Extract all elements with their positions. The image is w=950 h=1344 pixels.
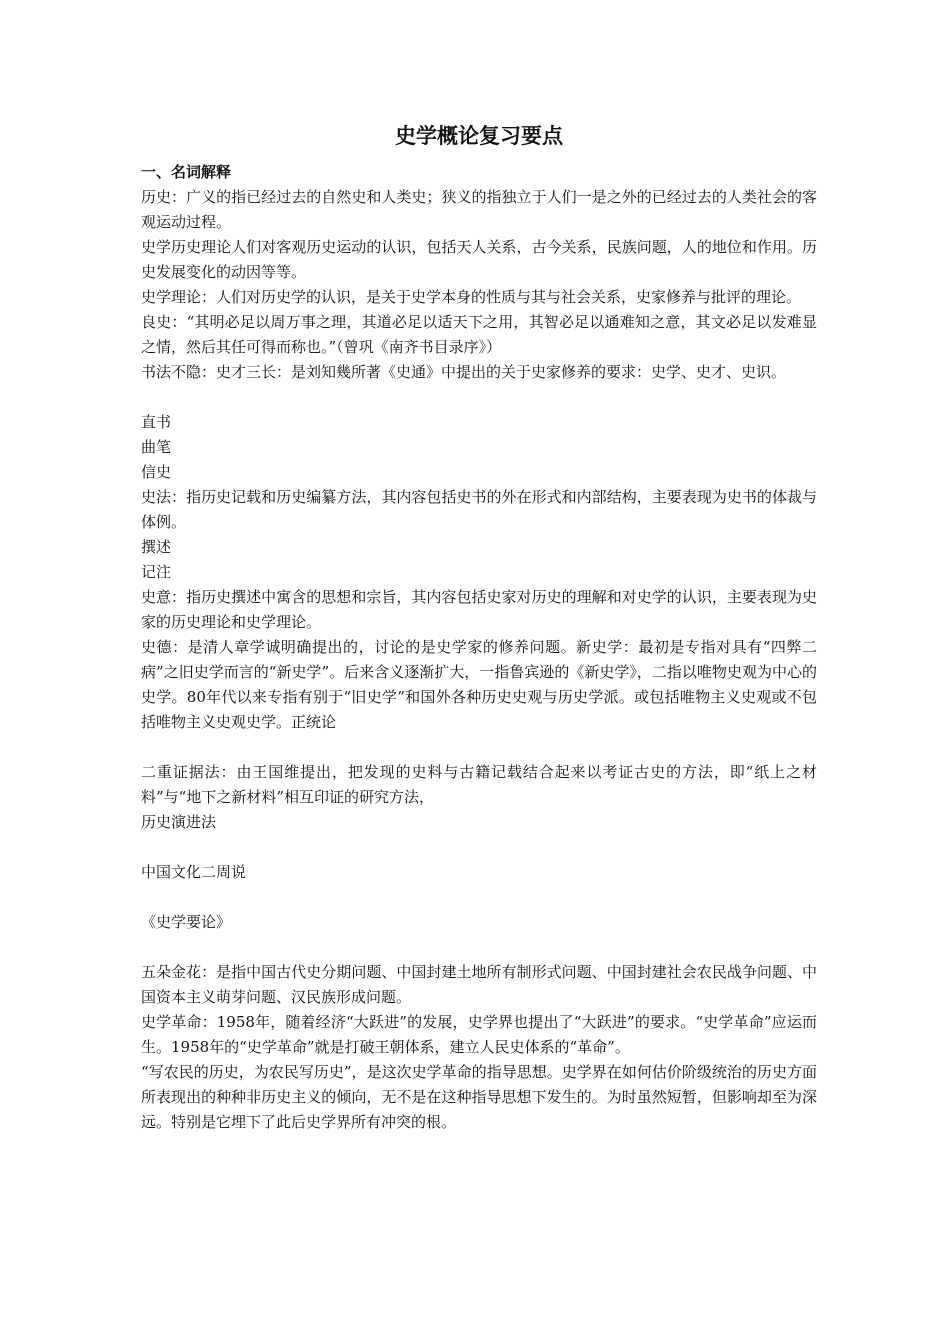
paragraph: 记注 bbox=[141, 563, 172, 581]
paragraph: 史学革命：1958年，随着经济“大跃进”的发展，史学界也提出了“大跃进”的要求。“史学革命”应运而生。1958年的“史学革命”就是打破王朝体系，建立人民史体系的“革命”。 bbox=[141, 1013, 817, 1056]
paragraph: “写农民的历史，为农民写历史”，是这次史学革命的指导思想。史学界在如何估价阶级统治的历史方面所表现出的种种非历史主义的倾向，无不是在这种指导思想下发生的。为时虽然短暂，但影响却至为深远。特别是它埋下了此后史学界所有冲突的根。 bbox=[141, 1063, 817, 1131]
paragraph: 史学历史理论人们对客观历史运动的认识，包括天人关系，古今关系，民族问题，人的地位和作用。历史发展变化的动因等等。 bbox=[141, 238, 817, 281]
paragraph: 史法：指历史记载和历史编纂方法，其内容包括史书的外在形式和内部结构，主要表现为史书的体裁与体例。 bbox=[141, 488, 817, 531]
paragraph: 历史：广义的指已经过去的自然史和人类史；狭义的指独立于人们一是之外的已经过去的人类社会的客观运动过程。 bbox=[141, 188, 817, 231]
paragraph: 《史学要论》 bbox=[141, 913, 232, 931]
paragraph: 良史：“其明必足以周万事之理，其道必足以适天下之用，其智必足以通难知之意，其文必足以发难显之情，然后其任可得而称也。”（曾巩《南齐书目录序》） bbox=[141, 313, 817, 356]
document-title: 史学概论复习要点 bbox=[395, 124, 563, 148]
paragraph: 直书 bbox=[141, 413, 172, 431]
paragraph: 历史演进法 bbox=[141, 813, 217, 831]
blank-line bbox=[141, 885, 817, 910]
paragraph: 二重证据法：由王国维提出，把发现的史料与古籍记载结合起来以考证古史的方法，即“纸上之材料”与“地下之新材料”相互印证的研究方法， bbox=[141, 763, 817, 806]
blank-line bbox=[141, 835, 817, 860]
paragraph: 曲笔 bbox=[141, 438, 172, 456]
section-heading-terms: 一、名词解释 bbox=[141, 163, 232, 181]
blank-line bbox=[141, 935, 817, 960]
paragraph: 信史 bbox=[141, 463, 172, 481]
paragraph: 史意：指历史撰述中寓含的思想和宗旨，其内容包括史家对历史的理解和对史学的认识，主要表现为史家的历史理论和史学理论。 bbox=[141, 588, 817, 631]
paragraph: 五朵金花：是指中国古代史分期问题、中国封建土地所有制形式问题、中国封建社会农民战争问题、中国资本主义萌芽问题、汉民族形成问题。 bbox=[141, 963, 817, 1006]
paragraph: 史学理论：人们对历史学的认识，是关于史学本身的性质与其与社会关系，史家修养与批评的理论。 bbox=[141, 288, 802, 306]
paragraph: 史德：是清人章学诚明确提出的，讨论的是史学家的修养问题。新史学：最初是专指对具有“四弊二病”之旧史学而言的“新史学”。后来含义逐渐扩大，一指鲁宾逊的《新史学》，二指以唯物史观为中心的史学。80年代以来专指有别于“旧史学”和国外各种历史史观与历史学派。或包括唯物主义史观或不包括唯物主义史观史学。正统论 bbox=[141, 638, 817, 731]
blank-line bbox=[141, 735, 817, 760]
paragraph-list bbox=[141, 185, 817, 1135]
paragraph: 中国文化二周说 bbox=[141, 863, 247, 881]
document-page bbox=[141, 118, 817, 1135]
paragraph: 书法不隐：史才三长：是刘知幾所著《史通》中提出的关于史家修养的要求：史学、史才、史识。 bbox=[141, 363, 787, 381]
blank-line bbox=[141, 385, 817, 410]
paragraph: 撰述 bbox=[141, 538, 172, 556]
